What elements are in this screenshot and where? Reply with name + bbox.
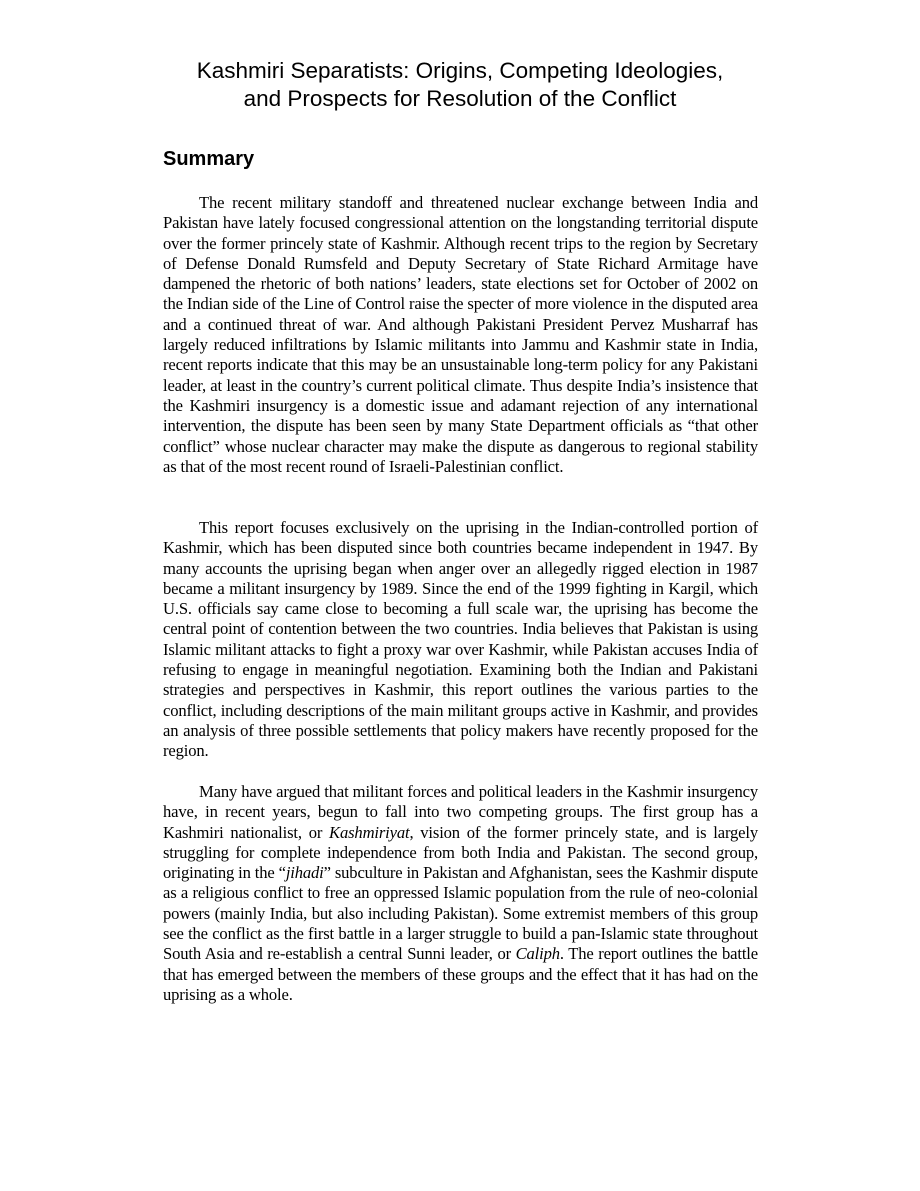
term-caliph: Caliph (515, 944, 560, 964)
term-jihadi: jihadi (285, 863, 324, 883)
title-line-2: and Prospects for Resolution of the Conflict (243, 86, 677, 111)
summary-paragraph-1: The recent military standoff and threatened nuclear exchange between India and Pakistan have lately focused congressional attention on the longstanding territorial dispute over the former princely state of Kashmir. Although recent trips to the region by Secretary of Defense Donald Rumsfeld and Deputy Secretary of State Richard Armitage have dampened the rhetoric of both nations’ leaders, state elections set for October of 2002 on the Indian side of the Line of Control raise the specter of more violence in the disputed area and a continued threat of war. And although Pakistani President Pervez Musharraf has largely reduced infiltrations by Islamic militants into Jammu and Kashmir state in India, recent reports indicate that this may be an unsustainable long-term policy for any Pakistani leader, at least in the country’s current political climate. Thus despite India’s insistence that the Kashmiri insurgency is a domestic issue and adamant rejection of any international intervention, the dispute has been seen by many State Department officials as “that other conflict” whose nuclear character may make the dispute as dangerous to regional stability as that of the most recent round of Israeli-Palestinian conflict. (163, 193, 758, 476)
summary-paragraph-2: This report focuses exclusively on the uprising in the Indian-controlled portion of Kashmir, which has been disputed since both countries became independent in 1947. By many accounts the uprising began when anger over an allegedly rigged election in 1987 became a militant insurgency by 1989. Since the end of the 1999 fighting in Kargil, which U.S. officials say came close to becoming a full scale war, the uprising has become the central point of contention between the two countries. India believes that Pakistan is using Islamic militant attacks to fight a proxy war over Kashmir, while Pakistan accuses India of refusing to engage in meaningful negotiation. Examining both the Indian and Pakistani strategies and perspectives in Kashmir, this report outlines the various parties to the conflict, including descriptions of the main militant groups active in Kashmir, and provides an analysis of three possible settlements that policy makers have recently proposed for the region. (163, 518, 758, 761)
document-title (120, 57, 800, 113)
paragraph-3-text-part-3: ” subculture in Pakistan and Afghanistan, sees the Kashmir dispute as a religious conflict to free an oppressed Islamic population from the rule of neo-colonial powers (mainly India, but also including Pakistan). Some extremist members of this group see the conflict as the first battle in a larger struggle to build a pan-Islamic state throughout South Asia and re-establish a central Sunni leader, or (163, 863, 758, 964)
summary-paragraph-3 (163, 782, 758, 1005)
section-heading-summary: Summary (163, 148, 255, 170)
paragraph-3-text-part-2: , vision of the former princely state, and is largely struggling for complete independence from both India and Pakistan. The second group, originating in the “ (163, 822, 758, 883)
term-kashmiriyat: Kashmiriyat (329, 822, 410, 842)
paragraph-3-text-part-1: Many have argued that militant forces and political leaders in the Kashmir insurgency have, in recent years, begun to fall into two competing groups. The first group has a Kashmiri nationalist, or (163, 782, 758, 842)
paragraph-3-text-part-4: . The report outlines the battle that has emerged between the members of these groups and the effect that it has had on the uprising as a whole. (163, 944, 758, 1004)
title-line-1: Kashmiri Separatists: Origins, Competing Ideologies, (196, 58, 724, 83)
